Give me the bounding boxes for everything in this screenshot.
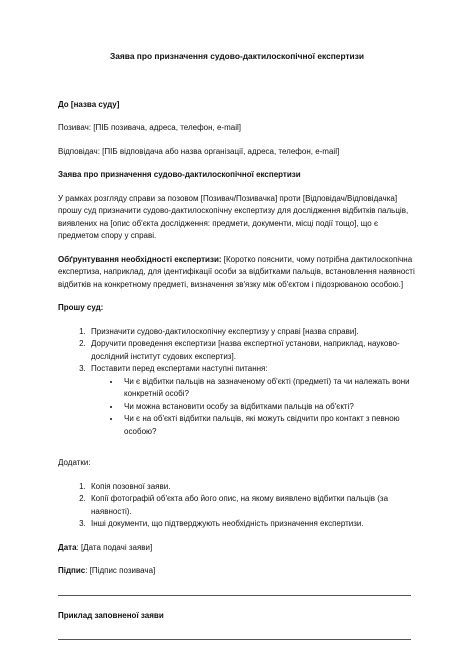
justification-text: [Коротко пояснити, чому потрібна дактилоскопічна експертиза, наприклад, для ідентифікації особи за відбитками пальців, встановлення наявності відбитків на конкретному предметі, визначення зв'язку між об'єктом і підозрюваною особою.] (58, 254, 415, 289)
justification-paragraph (58, 254, 416, 292)
plaintiff-line: Позивач: [ПІБ позивача, адреса, телефон, e-mail] (58, 123, 241, 132)
example-heading: Приклад заповненої заяви (58, 610, 164, 620)
request-heading: Прошу суд: (58, 303, 104, 312)
question-item: • Чи є на об'єкті відбитки пальців, які можуть свідчити про контакт з певною особою? (121, 413, 416, 438)
attachment-item: 2. Копії фотографій об'єкта або його опис, на якому виявлено відбитки пальців (за наявності). (88, 493, 416, 518)
divider-line (58, 639, 411, 640)
question-item: • Чи є відбитки пальців на зазначеному об'єкті (предметі) та чи належать вони конкретній особі? (121, 376, 416, 401)
attachments-list (58, 481, 416, 531)
date-value: : [Дата подачі заяви] (76, 542, 153, 552)
request-list (58, 326, 416, 439)
request-item (88, 363, 416, 438)
court-addressee: До [назва суду] (58, 99, 120, 109)
signature-line (58, 565, 416, 578)
justification-lead: Обґрунтування необхідності експертизи: (58, 254, 222, 264)
signature-value: : [Підпис позивача] (85, 566, 156, 575)
date-line (58, 542, 416, 555)
signature-label: Підпис (58, 566, 86, 575)
attachment-item: 3. Інші документи, що підтверджують необхідність призначення експертизи. (88, 518, 416, 531)
attachment-item: 1. Копія позовної заяви. (88, 481, 416, 494)
divider-line (58, 595, 411, 596)
questions-list (91, 376, 416, 439)
request-item-text: Поставити перед експертами наступні питання: (91, 364, 268, 373)
respondent-line: Відповідач: [ПІБ відповідача або назва організації, адреса, телефон, e-mail] (58, 146, 340, 156)
attachments-heading: Додатки: (58, 458, 91, 467)
request-item: 2. Доручити проведення експертизи [назва експертної установи, наприклад, науково-дослідний інститут судових експертиз]. (88, 338, 416, 363)
document-title: Заява про призначення судово-дактилоскопічної експертизи (109, 51, 365, 61)
intro-paragraph: У рамках розгляду справи за позовом [Позивач/Позивачка] проти [Відповідач/Відповідачка] прошу суд призначити судово-дактилоскопічну експертизу для дослідження відбитків пальців, виявлених на [опис об'єкта дослідження: предмети, документи, місці події тощо], що є предметом спору у справі. (58, 193, 409, 240)
request-item: 1. Призначити судово-дактилоскопічну експертизу у справі [назва справи]. (88, 326, 416, 339)
application-subheading: Заява про призначення судово-дактилоскопічної експертизи (58, 170, 301, 179)
question-item: • Чи можна встановити особу за відбитками пальців на об'єкті? (121, 401, 416, 414)
date-label: Дата (58, 542, 77, 552)
